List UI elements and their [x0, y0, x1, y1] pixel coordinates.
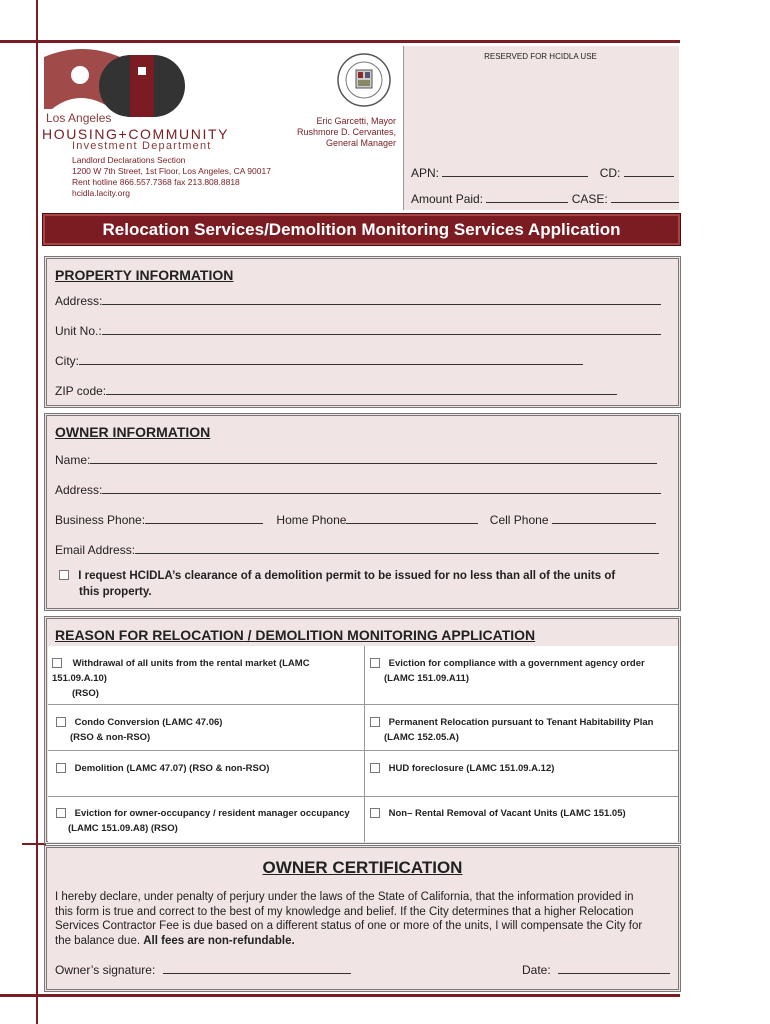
city-row: City:	[55, 352, 583, 368]
non-rental-removal-checkbox[interactable]	[370, 808, 380, 818]
permanent-relocation-checkbox[interactable]	[370, 717, 380, 727]
owner-occupancy-checkbox[interactable]	[56, 808, 66, 818]
date-row: Date:	[522, 961, 670, 977]
certification-heading: OWNER CERTIFICATION	[262, 858, 463, 877]
apn-cd-row: APN: CD:	[411, 164, 674, 180]
date-field[interactable]	[558, 961, 670, 974]
certification-statement: I hereby declare, under penalty of perjury under the laws of the State of California, that the information provided in this form is true and correct to the best of my knowledge and belief. If the City determines that a higher Relocation Services Contractor Fee is due based on a different status of one or more of the units, I will compensate the City for the balance due. All fees are non-refundable.	[55, 891, 643, 947]
reason-non-rental-removal: Non– Rental Removal of Vacant Units (LAMC 151.05)	[370, 806, 626, 821]
demolition-request-checkbox[interactable]	[59, 570, 69, 580]
officials-list: Eric Garcetti, Mayor Rushmore D. Cervantes, General Manager	[296, 116, 396, 148]
city-seal-icon	[336, 52, 392, 108]
reserved-panel	[403, 46, 679, 210]
property-section	[44, 256, 681, 408]
reason-owner-occupancy: Eviction for owner-occupancy / resident manager occupancy (LAMC 151.09.A8) (RSO)	[56, 806, 350, 836]
reserved-title: RESERVED FOR HCIDLA USE	[484, 52, 597, 61]
cell-phone-field[interactable]	[552, 511, 656, 524]
reason-condo-conversion: Condo Conversion (LAMC 47.06) (RSO & non-RSO)	[56, 715, 222, 745]
reason-heading: REASON FOR RELOCATION / DEMOLITION MONITORING APPLICATION	[55, 627, 536, 643]
owner-name-field[interactable]	[90, 451, 657, 464]
city-field[interactable]	[79, 352, 583, 365]
email-row: Email Address:	[55, 541, 659, 557]
reason-options-grid	[48, 646, 678, 842]
apn-field[interactable]	[442, 164, 588, 177]
form-title: Relocation Services/Demolition Monitoring Services Application	[102, 220, 621, 239]
logo-agency-text: HOUSING+COMMUNITY	[42, 126, 230, 142]
case-field[interactable]	[611, 190, 679, 203]
reason-hud-foreclosure: HUD foreclosure (LAMC 151.09.A.12)	[370, 761, 554, 776]
signature-field[interactable]	[163, 961, 351, 974]
unit-row: Unit No.:	[55, 322, 661, 338]
amount-case-row: Amount Paid: CASE:	[411, 190, 679, 206]
owner-address-row: Address:	[55, 481, 661, 497]
side-tick	[22, 843, 46, 845]
hud-foreclosure-checkbox[interactable]	[370, 763, 380, 773]
withdrawal-checkbox[interactable]	[52, 658, 62, 668]
demolition-request-row: I request HCIDLA’s clearance of a demolition permit to be issued for no less than all of the units of this property.	[59, 568, 669, 600]
owner-name-row: Name:	[55, 451, 657, 467]
property-address-row: Address:	[55, 292, 661, 308]
owner-section	[44, 413, 681, 611]
landlord-section-info: Landlord Declarations Section 1200 W 7th Street, 1st Floor, Los Angeles, CA 90017 Rent hotline 866.557.7368 fax 213.808.8818 hcidla.lacity.org	[72, 155, 271, 198]
email-field[interactable]	[135, 541, 659, 554]
home-phone-field[interactable]	[346, 511, 478, 524]
zip-field[interactable]	[106, 382, 617, 395]
bottom-rule	[0, 994, 680, 997]
margin-rule	[36, 0, 38, 1024]
reason-withdrawal: Withdrawal of all units from the rental market (LAMC 151.09.A.10) (RSO)	[52, 658, 310, 699]
grid-divider	[364, 646, 365, 842]
reason-permanent-relocation: Permanent Relocation pursuant to Tenant Habitability Plan (LAMC 152.05.A)	[370, 715, 653, 745]
logo-dept-text: Investment Department	[72, 140, 212, 152]
logo-city-text: Los Angeles	[46, 111, 112, 125]
government-order-checkbox[interactable]	[370, 658, 380, 668]
owner-heading: OWNER INFORMATION	[55, 424, 211, 440]
top-rule	[0, 40, 680, 43]
property-heading: PROPERTY INFORMATION	[55, 267, 234, 283]
owner-address-field[interactable]	[102, 481, 661, 494]
form-title-bar	[42, 213, 681, 246]
amount-paid-field[interactable]	[486, 190, 568, 203]
property-address-field[interactable]	[102, 292, 661, 305]
grid-divider	[48, 704, 678, 705]
grid-divider	[48, 796, 678, 797]
cd-field[interactable]	[624, 164, 674, 177]
reason-demolition: Demolition (LAMC 47.07) (RSO & non-RSO)	[56, 761, 269, 776]
signature-row: Owner’s signature:	[55, 961, 351, 977]
zip-row: ZIP code:	[55, 382, 617, 398]
condo-conversion-checkbox[interactable]	[56, 717, 66, 727]
reason-government-order: Eviction for compliance with a government agency order (LAMC 151.09.A11)	[370, 656, 645, 686]
grid-divider	[48, 750, 678, 751]
business-phone-field[interactable]	[145, 511, 263, 524]
demolition-checkbox[interactable]	[56, 763, 66, 773]
unit-field[interactable]	[102, 322, 661, 335]
phones-row: Business Phone: Home Phone Cell Phone	[55, 511, 656, 527]
